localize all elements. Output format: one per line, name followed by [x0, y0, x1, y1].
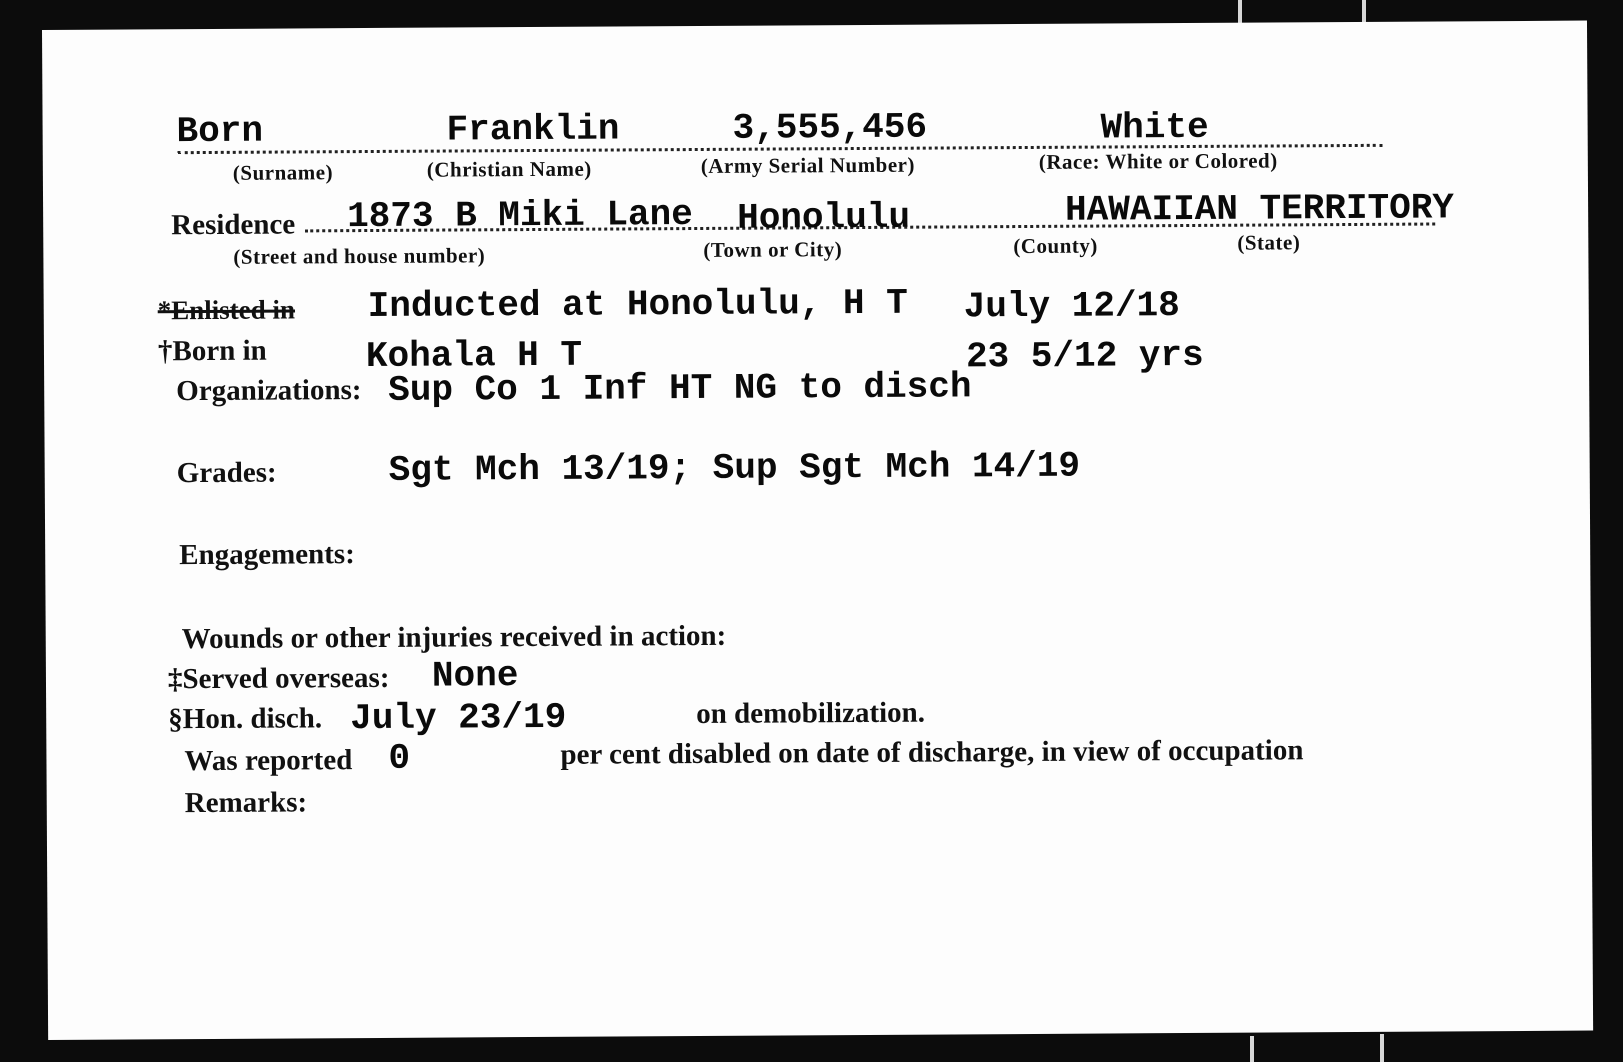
organizations-label: Organizations: — [176, 374, 362, 408]
race-value: White — [1100, 106, 1209, 149]
enlisted-value: Inducted at Honolulu, H T — [367, 282, 908, 328]
engagements-label: Engagements: — [179, 538, 355, 572]
organizations-value: Sup Co 1 Inf HT NG to disch — [388, 366, 972, 411]
county-caption: (County) — [1013, 233, 1098, 259]
reported-suffix: per cent disabled on date of discharge, in view of occupation — [560, 734, 1304, 771]
residence-label: Residence — [171, 208, 296, 242]
film-edge-line — [1380, 1034, 1384, 1062]
grades-value: Sgt Mch 13/19; Sup Sgt Mch 14/19 — [388, 445, 1081, 491]
state-caption: (State) — [1237, 230, 1301, 255]
hon-disch-label: §Hon. disch. — [168, 702, 323, 736]
enlisted-date: July 12/18 — [963, 285, 1180, 328]
grades-label: Grades: — [176, 456, 277, 490]
christian-name-caption: (Christian Name) — [426, 156, 592, 182]
born-in-value: Kohala H T — [365, 334, 583, 378]
serial-number-value: 3,555,456 — [732, 106, 928, 149]
remarks-label: Remarks: — [184, 786, 308, 820]
service-record-card — [42, 21, 1593, 1040]
state-value: HAWAIIAN TERRITORY — [1064, 187, 1455, 231]
reported-label: Was reported — [184, 744, 353, 778]
hon-disch-suffix: on demobilization. — [696, 696, 926, 731]
hon-disch-value: July 23/19 — [350, 696, 567, 740]
christian-name-value: Franklin — [446, 108, 620, 151]
served-overseas-value: None — [431, 655, 519, 697]
town-caption: (Town or City) — [703, 237, 843, 262]
film-edge-line — [1250, 1036, 1254, 1062]
reported-value: 0 — [388, 737, 411, 779]
serial-number-caption: (Army Serial Number) — [700, 152, 916, 178]
street-caption: (Street and house number) — [233, 243, 486, 269]
enlisted-label: *Enlisted in — [157, 294, 296, 326]
surname-value: Born — [176, 110, 264, 153]
served-overseas-label: ‡Served overseas: — [167, 661, 390, 696]
surname-caption: (Surname) — [232, 160, 334, 185]
age-value: 23 5/12 yrs — [965, 334, 1204, 378]
race-caption: (Race: White or Colored) — [1038, 148, 1278, 174]
town-value: Honolulu — [737, 196, 911, 239]
wounds-label: Wounds or other injuries received in action: — [181, 619, 727, 656]
born-in-label: †Born in — [157, 334, 267, 368]
street-value: 1873 B Miki Lane — [347, 194, 693, 238]
